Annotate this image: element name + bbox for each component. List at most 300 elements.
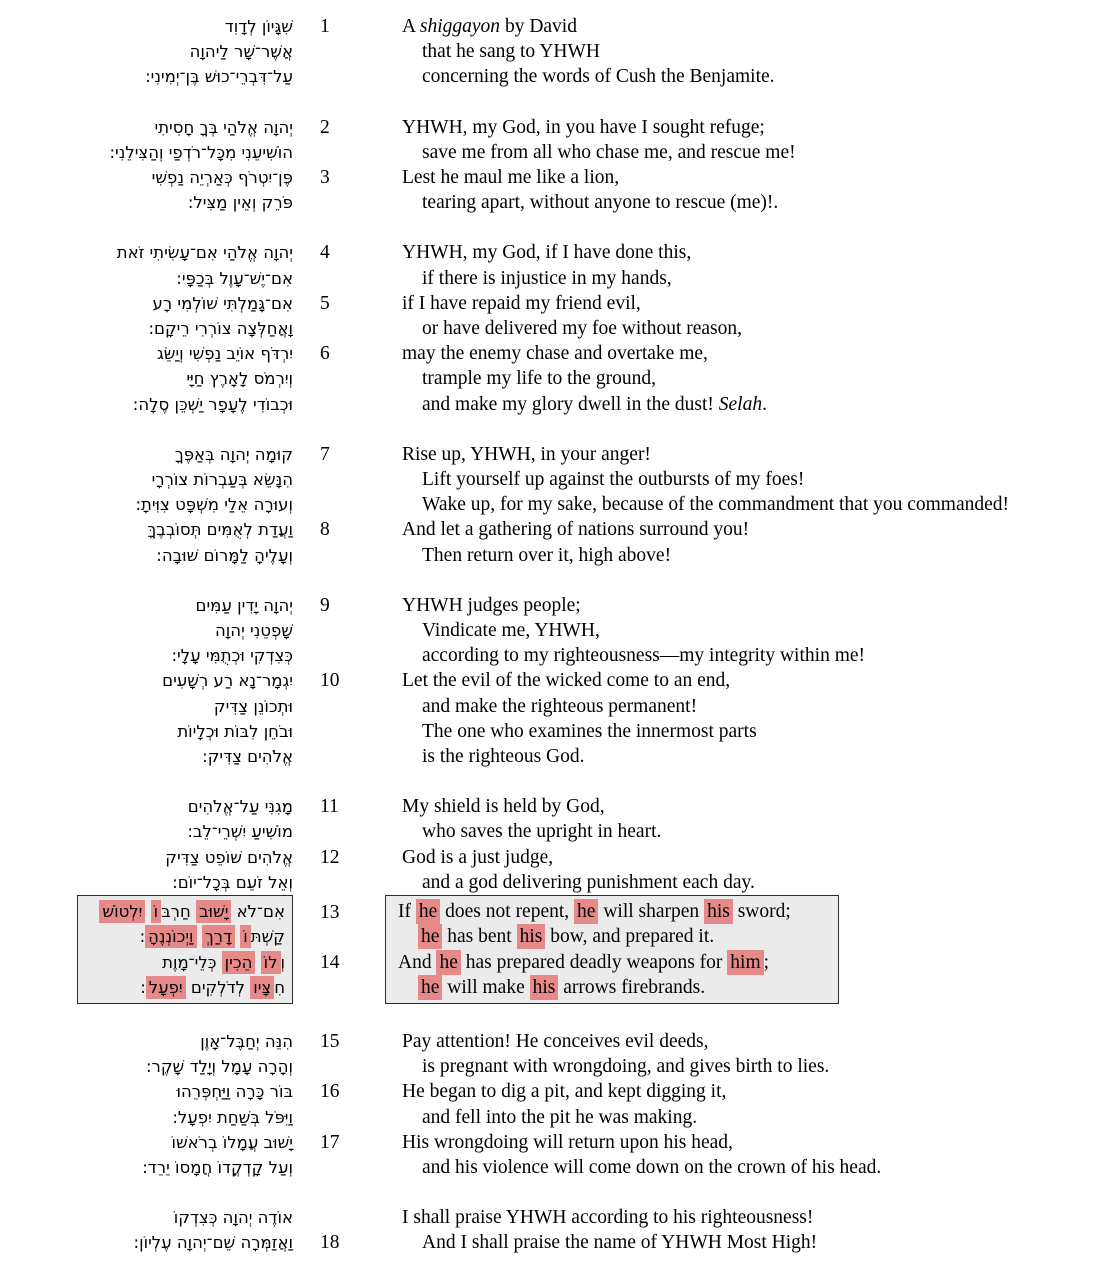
text-segment: sword; (732, 901, 791, 923)
text-segment: כְּלֵי־מָוֶת (162, 952, 222, 972)
text-segment: is pregnant with wrongdoing, and gives birth to lies. (422, 1056, 830, 1078)
english-text (385, 1105, 1110, 1130)
hebrew-text (0, 618, 293, 643)
hebrew-text (0, 240, 293, 265)
text-segment: His wrongdoing will return upon his head, (402, 1131, 733, 1153)
coreference-highlight: יִלְטוֹשׁ (99, 900, 145, 923)
text-segment: אֱלֹהִים צַדִּיק: (202, 747, 293, 767)
coreference-highlight: וֹ (240, 925, 251, 948)
verse-line-row (0, 517, 1110, 542)
english-text (385, 291, 1110, 316)
verse-number: 10 (320, 670, 340, 692)
english-text (385, 694, 1110, 719)
verse-number: 15 (320, 1030, 340, 1052)
english-text (386, 975, 838, 1000)
english-text (385, 115, 1110, 140)
english-text (385, 870, 1110, 895)
verse-number (293, 39, 385, 64)
hebrew-text (0, 643, 293, 668)
hebrew-column (0, 895, 293, 1004)
verse-number (293, 467, 385, 492)
hebrew-text (0, 366, 293, 391)
english-text (385, 744, 1110, 769)
text-segment: : (140, 977, 146, 997)
text-segment: מוֹשִׁיעַ יִשְׁרֵי־לֵב: (187, 822, 293, 842)
english-text (385, 543, 1110, 568)
hebrew-text (0, 165, 293, 190)
english-text (385, 794, 1110, 819)
text-segment: לְדֹלְקִים (185, 977, 251, 997)
text-segment: בּוֹר כָּרָה וַיַּחְפְּרֵהוּ (176, 1082, 293, 1102)
verse-line-row (0, 593, 1110, 618)
hebrew-text (0, 392, 293, 417)
coreference-highlight: וַיְכוֹנְנֶהָ (145, 925, 196, 948)
text-segment (255, 953, 260, 972)
text-segment: וְעוּרָה אֵלַי מִשְׁפָּט צִוִּיתָ: (135, 495, 293, 515)
text-segment: has prepared deadly weapons for (460, 951, 728, 973)
verse-number (293, 694, 385, 719)
coreference-highlight: his (517, 924, 546, 949)
verse-line-row (0, 1230, 1110, 1255)
verse-line-row (0, 694, 1110, 719)
verse-number (293, 1205, 385, 1230)
verse-line-row (0, 1130, 1110, 1155)
text-segment: הִנֵּה יְחַבֶּל־אָוֶן (200, 1031, 293, 1051)
english-text (385, 492, 1110, 517)
hebrew-text (0, 1079, 293, 1104)
text-segment: וָאֲחַלְּצָה צוֹרְרִי רֵיקָם: (148, 319, 293, 339)
text-segment: אִם־לֹא (231, 902, 285, 922)
number-column (293, 895, 385, 1001)
hebrew-text (85, 975, 285, 1000)
verse-number (293, 190, 385, 215)
hebrew-text (0, 1054, 293, 1079)
stanza (0, 115, 1110, 216)
verse-number: 17 (320, 1131, 340, 1153)
verse-line-row (0, 643, 1110, 668)
verse-number (293, 744, 385, 769)
english-text (385, 39, 1110, 64)
verse-line-row (0, 366, 1110, 391)
verse-number (293, 1105, 385, 1130)
hebrew-text (0, 316, 293, 341)
text-segment: וַיִּפֹּל בְּשַׁחַת יִפְעָל: (172, 1107, 293, 1127)
hebrew-text (0, 517, 293, 542)
text-segment: קוּמָה יְהוָה בְּאַפֶּךָ (174, 444, 293, 464)
hebrew-text (0, 668, 293, 693)
hebrew-text (0, 1230, 293, 1255)
text-segment: וְ (280, 952, 285, 972)
text-segment: is the righteous God. (422, 746, 585, 768)
verse-number: 6 (320, 343, 330, 365)
text-segment: הִנָּשֵׂא בְּעַבְרוֹת צוֹרְרָי (151, 470, 293, 490)
verse-number (320, 976, 385, 1001)
stanza (0, 1029, 1110, 1180)
text-segment: does not repent, (440, 901, 575, 923)
text-segment: If (398, 901, 416, 923)
text-segment: אוֹדֶה יְהוָה כְּצִדְקוֹ (173, 1208, 293, 1228)
text-segment: הוֹשִׁיעֵנִי מִכָּל־רֹדְפַי וְהַצִּילֵנִי: (109, 142, 293, 162)
english-text (385, 819, 1110, 844)
hebrew-text (0, 719, 293, 744)
verse-number (293, 819, 385, 844)
verse-line-row (0, 266, 1110, 291)
coreference-highlight: וֹ (151, 900, 162, 923)
english-text (385, 341, 1110, 366)
hebrew-text (0, 543, 293, 568)
text-segment: יִרְדֹּף אוֹיֵב נַפְשִׁי וְיַשֵּׂג (156, 344, 293, 364)
text-segment: arrows firebrands. (558, 976, 706, 998)
text-segment: פֹּרֵק וְאֵין מַצִּיל: (187, 193, 293, 213)
text-segment: And I shall praise the name of YHWH Most High! (422, 1232, 818, 1254)
highlighted-verse-row (0, 895, 1110, 1004)
text-segment: and make the righteous permanent! (422, 695, 698, 717)
verse-line-row (0, 291, 1110, 316)
text-segment: שָׁפְטֵנִי יְהוָה (215, 621, 293, 641)
text-segment: YHWH, my God, in you have I sought refuge; (402, 116, 765, 138)
verse-number (293, 366, 385, 391)
text-segment: and a god delivering punishment each day. (422, 871, 755, 893)
text-segment: אִם־יֶשׁ־עָוֶל בְּכַפָּי: (176, 268, 293, 288)
english-text (385, 1079, 1110, 1104)
verse-line-row (0, 492, 1110, 517)
verse-line-row (0, 115, 1110, 140)
text-segment: A (402, 16, 420, 37)
text-segment: שִׁגָּיוֹן לְדָוִד (224, 17, 293, 36)
verse-number: 14 (320, 952, 340, 974)
text-segment: עַל־דִּבְרֵי־כוּשׁ בֶּן־יְמִינִי: (145, 67, 293, 87)
text-segment: Wake up, for my sake, because of the commandment that you commanded! (422, 494, 1010, 516)
verse-line-row (0, 467, 1110, 492)
text-segment: and make my glory dwell in the dust! (422, 393, 719, 415)
text-segment: He began to dig a pit, and kept digging it, (402, 1081, 727, 1103)
text-segment: YHWH judges people; (402, 594, 581, 616)
english-text (386, 950, 838, 975)
verse-number: 1 (320, 16, 330, 37)
verse-number: 2 (320, 116, 330, 138)
text-segment: מָגִנִּי עַל־אֱלֹהִים (187, 797, 293, 817)
text-segment: trample my life to the ground, (422, 368, 656, 390)
text-segment: and fell into the pit he was making. (422, 1106, 698, 1128)
text-segment: יְהוָה אֱלֹהַי בְּךָ חָסִיתִי (154, 117, 293, 137)
verse-line-row (0, 442, 1110, 467)
stanza (0, 794, 1110, 1004)
verse-number (293, 392, 385, 417)
text-segment: save me from all who chase me, and rescue me! (422, 141, 796, 163)
coreference-highlight: him (727, 950, 763, 975)
text-segment: יְהוָה יָדִין עַמִּים (195, 595, 293, 615)
verse-number: 11 (320, 796, 339, 818)
text-segment: The one who examines the innermost parts (422, 720, 757, 742)
coreference-highlight: he (416, 899, 440, 924)
verse-number: 8 (320, 519, 330, 541)
english-text (385, 668, 1110, 693)
english-text (385, 467, 1110, 492)
text-segment: and his violence will come down on the crown of his head. (422, 1156, 882, 1178)
verse-number (293, 64, 385, 89)
text-segment: Rise up, YHWH, in your anger! (402, 443, 651, 465)
coreference-highlight: he (418, 975, 442, 1000)
verse-list (0, 14, 1110, 1256)
text-segment: יְהוָה אֱלֹהַי אִם־עָשִׂיתִי זֹאת (116, 243, 293, 263)
verse-line-row (0, 392, 1110, 417)
english-text (385, 1155, 1110, 1180)
text-segment: ; (763, 951, 770, 973)
stanza (0, 442, 1110, 568)
text-segment: if there is injustice in my hands, (422, 267, 672, 289)
hebrew-text (0, 467, 293, 492)
english-text (385, 140, 1110, 165)
english-text (385, 190, 1110, 215)
verse-number (320, 925, 385, 950)
english-text (385, 1054, 1110, 1079)
text-segment: וּכְבוֹדִי לֶעָפָר יַשְׁכֵּן סֶלָה: (132, 394, 293, 414)
hebrew-text (85, 899, 285, 924)
hebrew-text (0, 1155, 293, 1180)
verse-number: 3 (320, 167, 330, 189)
verse-line-row (0, 618, 1110, 643)
english-text (385, 719, 1110, 744)
coreference-highlight: לוֹ (261, 951, 281, 974)
verse-number (293, 140, 385, 165)
english-text (385, 366, 1110, 391)
coreference-highlight: הֵכִין (222, 951, 256, 974)
hebrew-text (0, 744, 293, 769)
text-segment: יָשׁוּב עֲמָלוֹ בְרֹאשׁוֹ (171, 1132, 293, 1152)
text-segment: Vindicate me, YHWH, (422, 620, 600, 642)
verse-line-row (0, 870, 1110, 895)
english-text (385, 517, 1110, 542)
italic-term: shiggayon (419, 16, 501, 37)
text-segment: concerning the words of Cush the Benjamite. (422, 66, 775, 88)
coreference-highlight: דָרַךְ (202, 925, 235, 948)
hebrew-text (0, 291, 293, 316)
verse-line-row (0, 1079, 1110, 1104)
verse-number (293, 618, 385, 643)
verse-number: 13 (320, 902, 340, 924)
text-segment: bow, and prepared it. (545, 926, 715, 948)
text-segment: אֱלֹהִים שׁוֹפֵט צַדִּיק (165, 847, 293, 867)
hebrew-text (0, 115, 293, 140)
hebrew-text (0, 1029, 293, 1054)
verse-line-row (0, 140, 1110, 165)
text-segment: וְאֵל זֹעֵם בְּכָל־יוֹם: (172, 872, 293, 892)
verse-line-row (0, 190, 1110, 215)
verse-number (293, 870, 385, 895)
text-segment: אֲשֶׁר־שָׁר לַיהוָה (189, 42, 293, 62)
verse-number (293, 316, 385, 341)
hebrew-text (0, 1130, 293, 1155)
verse-line-row (0, 64, 1110, 89)
text-segment: חִ (274, 977, 285, 997)
text-segment: וַאֲזַמְּרָה שֵׁם־יְהוָה עֶלְיוֹן: (133, 1233, 293, 1253)
hebrew-text (0, 442, 293, 467)
hebrew-text (0, 794, 293, 819)
hebrew-highlight-box (77, 895, 293, 1004)
verse-number (293, 643, 385, 668)
english-text (385, 618, 1110, 643)
hebrew-text (85, 924, 285, 949)
verse-number: 7 (320, 443, 330, 465)
stanza (0, 1205, 1110, 1255)
stanza (0, 593, 1110, 769)
verse-line-row (0, 1029, 1110, 1054)
text-segment: My shield is held by God, (402, 796, 605, 818)
verse-number: 12 (320, 846, 340, 868)
english-text (385, 1130, 1110, 1155)
english-text (385, 392, 1110, 417)
text-segment: אִם־גָּמַלְתִּי שׁוֹלְמִי רָע (152, 293, 293, 313)
verse-number (293, 543, 385, 568)
text-segment: who saves the upright in heart. (422, 821, 662, 843)
verse-number (293, 492, 385, 517)
verse-line-row (0, 845, 1110, 870)
english-text (385, 165, 1110, 190)
text-segment: וּבֹחֵן לִבּוֹת וּכְלָיוֹת (177, 721, 293, 741)
hebrew-text (0, 492, 293, 517)
coreference-highlight: his (704, 899, 733, 924)
text-segment (145, 902, 150, 921)
text-segment: has bent (442, 926, 517, 948)
english-text (385, 1029, 1110, 1054)
text-segment: And (398, 951, 437, 973)
hebrew-text (0, 694, 293, 719)
hebrew-text (0, 1105, 293, 1130)
english-text (385, 1230, 1110, 1255)
verse-number: 4 (320, 242, 330, 264)
english-text (385, 845, 1110, 870)
text-segment: . (762, 393, 767, 415)
english-text (385, 442, 1110, 467)
hebrew-text (0, 593, 293, 618)
text-segment: YHWH, my God, if I have done this, (402, 242, 692, 264)
verse-line-row (0, 165, 1110, 190)
verse-line-row (0, 719, 1110, 744)
verse-number (293, 266, 385, 291)
text-segment: will sharpen (598, 901, 705, 923)
verse-line-row (0, 1054, 1110, 1079)
verse-number: 16 (320, 1081, 340, 1103)
verse-line-row (0, 819, 1110, 844)
verse-line-row (0, 543, 1110, 568)
hebrew-text (0, 39, 293, 64)
text-segment: חַרְבּ (161, 902, 196, 922)
text-segment: וְעַל קָדְקֳדוֹ חֲמָסוֹ יֵרֵד: (142, 1157, 293, 1177)
text-segment: וְיִרְמֹס לָאָרֶץ חַיָּי (186, 369, 293, 389)
text-segment: that he sang to YHWH (422, 41, 600, 63)
text-segment: Let the evil of the wicked come to an end, (402, 670, 731, 692)
italic-term: Selah (718, 393, 763, 415)
text-segment: according to my righteousness—my integrity within me! (422, 645, 866, 667)
text-segment: פֶּן־יִטְרֹף כְּאַרְיֵה נַפְשִׁי (151, 168, 293, 188)
verse-line-row (0, 744, 1110, 769)
hebrew-text (0, 870, 293, 895)
english-text (386, 924, 838, 949)
hebrew-text (0, 140, 293, 165)
coreference-highlight: he (436, 950, 460, 975)
coreference-highlight: צָּיו (250, 976, 274, 999)
text-segment: וְהָרָה עָמָל וְיָלַד שָׁקֶר: (145, 1057, 293, 1077)
coreference-highlight: his (530, 975, 559, 1000)
verse-line-row (0, 1205, 1110, 1230)
verse-number (293, 1155, 385, 1180)
text-segment: : (139, 927, 146, 947)
verse-line-row (0, 1155, 1110, 1180)
text-segment: tearing apart, without anyone to rescue (me)!. (422, 192, 779, 214)
english-highlight-box (385, 895, 839, 1004)
hebrew-text (0, 819, 293, 844)
coreference-highlight: he (574, 899, 598, 924)
text-segment: וּתְכוֹנֵן צַדִּיק (213, 696, 293, 716)
hebrew-text (0, 341, 293, 366)
hebrew-text (85, 950, 285, 975)
text-segment: כְּצִדְקִי וּכְתֻמִּי עָלָי: (171, 646, 293, 666)
stanza (0, 14, 1110, 90)
verse-line-row (0, 316, 1110, 341)
english-text (385, 1205, 1110, 1230)
text-segment: Lift yourself up against the outbursts of my foes! (422, 469, 805, 491)
text-segment: or have delivered my foe without reason, (422, 318, 743, 340)
text-segment: קַשְׁתּ (250, 927, 285, 947)
english-text (385, 643, 1110, 668)
text-segment: וַעֲדַת לְאֻמִּים תְּסוֹבְבֶךָּ (147, 520, 293, 540)
text-segment: by David (500, 16, 577, 37)
verse-line-row (0, 794, 1110, 819)
verse-line-row (0, 1105, 1110, 1130)
hebrew-text (0, 14, 293, 39)
coreference-highlight: he (418, 924, 442, 949)
verse-number: 5 (320, 292, 330, 314)
verse-number (293, 719, 385, 744)
text-segment: וְעָלֶיהָ לַמָּרוֹם שׁוּבָה: (156, 545, 293, 565)
hebrew-text (0, 190, 293, 215)
english-text (386, 899, 838, 924)
verse-line-row (0, 14, 1110, 39)
text-segment: I shall praise YHWH according to his righteousness! (402, 1207, 814, 1229)
english-text (385, 240, 1110, 265)
hebrew-text (0, 845, 293, 870)
english-text (385, 316, 1110, 341)
english-text (385, 64, 1110, 89)
text-segment: God is a just judge, (402, 846, 554, 868)
english-text (385, 593, 1110, 618)
verse-number: 18 (320, 1232, 340, 1254)
coreference-highlight: יִפְעָל (146, 976, 186, 999)
text-segment: יִגְמָר־נָא רַע רְשָׁעִים (162, 671, 293, 691)
english-text (385, 266, 1110, 291)
verse-number (293, 1054, 385, 1079)
text-segment: Lest he maul me like a lion, (402, 167, 620, 189)
stanza (0, 240, 1110, 416)
english-column (385, 895, 1110, 1004)
coreference-highlight: יָשׁוּב (196, 900, 231, 923)
verse-line-row (0, 341, 1110, 366)
verse-line-row (0, 39, 1110, 64)
text-segment: Then return over it, high above! (422, 544, 672, 566)
hebrew-text (0, 64, 293, 89)
text-segment: And let a gathering of nations surround you! (402, 519, 750, 541)
text-segment: Pay attention! He conceives evil deeds, (402, 1030, 709, 1052)
hebrew-text (0, 1205, 293, 1230)
text-segment: may the enemy chase and overtake me, (402, 343, 708, 365)
text-segment: will make (442, 976, 530, 998)
text-segment: if I have repaid my friend evil, (402, 292, 641, 314)
verse-line-row (0, 668, 1110, 693)
verse-number: 9 (320, 594, 330, 616)
english-text (385, 14, 1110, 39)
hebrew-text (0, 266, 293, 291)
verse-line-row (0, 240, 1110, 265)
